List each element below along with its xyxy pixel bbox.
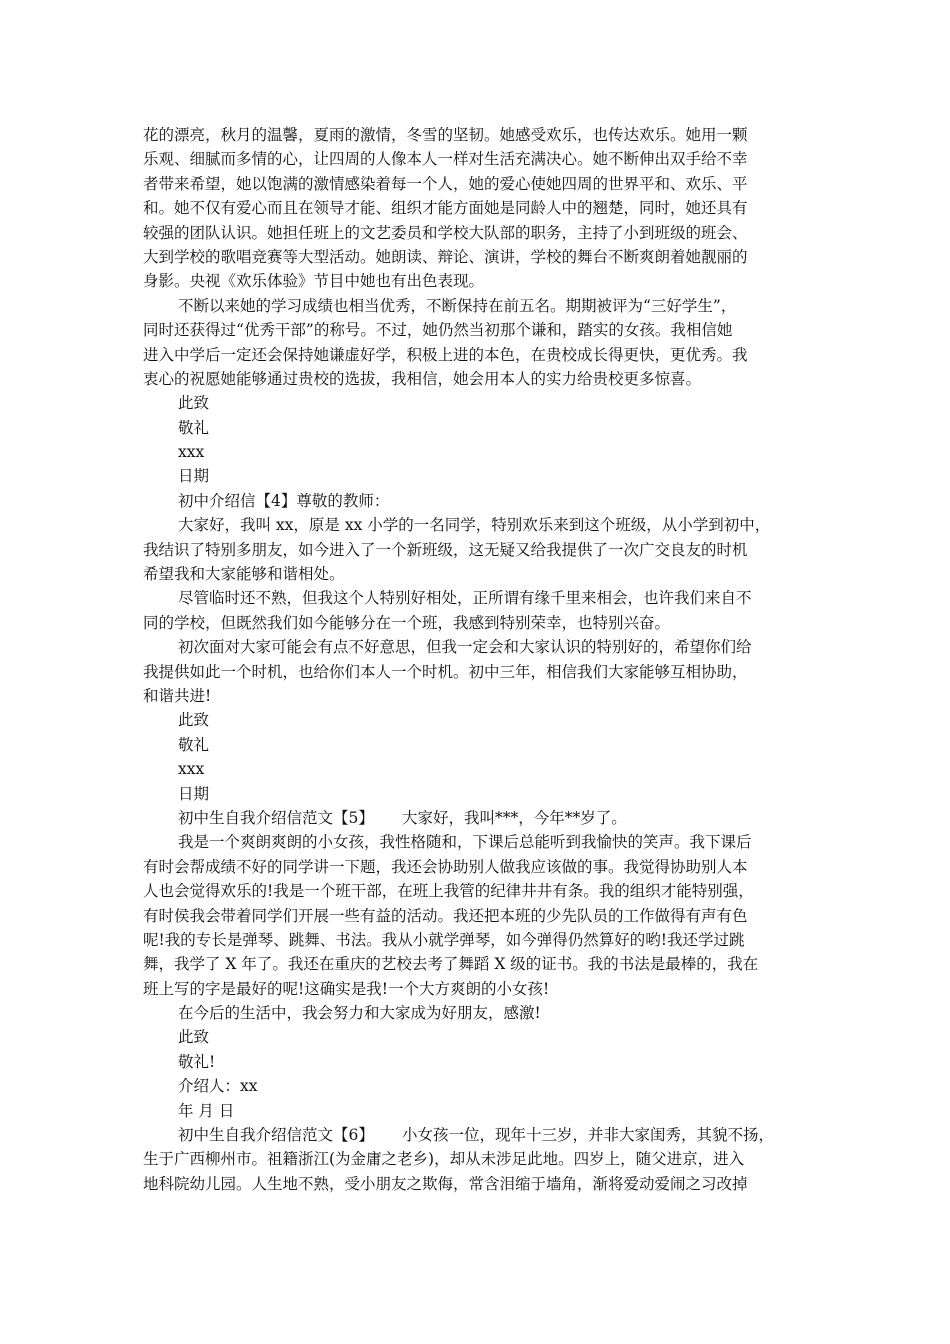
text-line: 呢!我的专长是弹琴、跳舞、书法。我从小就学弹琴，如今弹得仍然算好的哟!我还学过跳 [143, 930, 745, 949]
text-line: 介绍人：xx [178, 1077, 258, 1096]
text-line: 大到学校的歌唱竞赛等大型活动。她朗读、辩论、演讲，学校的舞台不断爽朗着她靓丽的 [143, 247, 748, 266]
text-line: 不断以来她的学习成绩也相当优秀，不断保持在前五名。期期被评为“三好学生”， [178, 296, 737, 315]
text-line: 此致 [178, 394, 210, 413]
text-line: 和。她不仅有爱心而且在领导才能、组织才能方面她是同龄人中的翘楚，同时，她还具有 [143, 199, 748, 218]
text-line: 有时会帮成绩不好的同学讲一下题，我还会协助别人做我应该做的事。我觉得协助别人本 [143, 857, 748, 876]
text-line: xxx [178, 443, 205, 462]
text-line: 初中生自我介绍信范文【6】 小女孩一位，现年十三岁，并非大家闺秀，其貌不扬， [178, 1126, 775, 1145]
text-line: 在今后的生活中，我会努力和大家成为好朋友，感激! [178, 1004, 541, 1023]
text-line: 花的漂亮，秋月的温馨，夏雨的激情，冬雪的坚韧。她感受欢乐，也传达欢乐。她用一颗 [143, 126, 748, 144]
text-line: 较强的团队认识。她担任班上的文艺委员和学校大队部的职务，主持了小到班级的班会、 [143, 223, 748, 242]
text-line: 年 月 日 [178, 1101, 235, 1120]
text-line: 初中生自我介绍信范文【5】 大家好，我叫***，今年**岁了。 [178, 808, 627, 827]
text-line: 我是一个爽朗爽朗的小女孩，我性格随和，下课后总能听到我愉快的笑声。我下课后 [178, 833, 752, 852]
text-line: 地科院幼儿园。人生地不熟，受小朋友之欺侮，常含泪缩于墙角，渐将爱动爱闹之习改掉 [143, 1174, 748, 1193]
text-line: 和谐共进! [143, 686, 212, 705]
text-line: 初中介绍信【4】尊敬的教师： [178, 491, 390, 510]
text-line: 有时侯我会带着同学们开展一些有益的活动。我还把本班的少先队员的工作做得有声有色 [143, 906, 748, 925]
text-line: 进入中学后一定还会保持她谦虚好学，积极上进的本色，在贵校成长得更快，更优秀。我 [143, 345, 748, 364]
text-line: 初次面对大家可能会有点不好意思，但我一定会和大家认识的特别好的，希望你们给 [178, 638, 752, 657]
text-line: 舞，我学了 X 年了。我还在重庆的艺校去考了舞蹈 X 级的证书。我的书法是最棒的，我在 [143, 955, 759, 974]
text-line: 日期 [178, 784, 210, 803]
text-line: 此致 [178, 711, 210, 730]
text-line: 敬礼! [178, 1052, 216, 1071]
text-line: 大家好，我叫 xx，原是 xx 小学的一名同学，特别欢乐来到这个班级，从小学到初中， [178, 516, 771, 535]
text-line: 身影。央视《欢乐体验》节目中她也有出色表现。 [143, 272, 485, 291]
text-line: 班上写的字是最好的呢!这确实是我!一个大方爽朗的小女孩! [143, 979, 550, 998]
text-line: xxx [178, 760, 205, 779]
text-line: 我结识了特别多朋友，如今进入了一个新班级，这无疑又给我提供了一次广交良友的时机 [143, 540, 748, 559]
text-line: 敬礼 [178, 735, 210, 754]
text-line: 此致 [178, 1028, 210, 1047]
text-line: 希望我和大家能够和谐相处。 [143, 565, 345, 584]
text-line: 者带来希望，她以饱满的激情感染着每一个人，她的爱心使她四周的世界平和、欢乐、平 [143, 174, 748, 193]
text-line: 尽管临时还不熟，但我这个人特别好相处，正所谓有缘千里来相会，也许我们来自不 [178, 589, 752, 608]
document-body [143, 123, 815, 1196]
text-line: 乐观、细腻而多情的心，让四周的人像本人一样对生活充满决心。她不断伸出双手给不幸 [143, 150, 748, 169]
text-line: 日期 [178, 467, 210, 486]
text-line: 生于广西柳州市。祖籍浙江(为金庸之老乡)，却从未涉足此地。四岁上，随父进京，进入 [143, 1150, 745, 1169]
text-line: 同的学校，但既然我们如今能够分在一个班，我感到特别荣幸，也特别兴奋。 [143, 613, 671, 632]
text-line: 人也会觉得欢乐的!我是一个班干部，在班上我管的纪律井井有条。我的组织才能特别强， [143, 882, 754, 901]
text-line: 衷心的祝愿她能够通过贵校的选拔，我相信，她会用本人的实力给贵校更多惊喜。 [143, 369, 702, 388]
text-line: 我提供如此一个时机，也给你们本人一个时机。初中三年，相信我们大家能够互相协助， [143, 662, 748, 681]
text-line: 敬礼 [178, 418, 210, 437]
text-line: 同时还获得过“优秀干部”的称号。不过，她仍然当初那个谦和，踏实的女孩。我相信她 [143, 321, 733, 340]
